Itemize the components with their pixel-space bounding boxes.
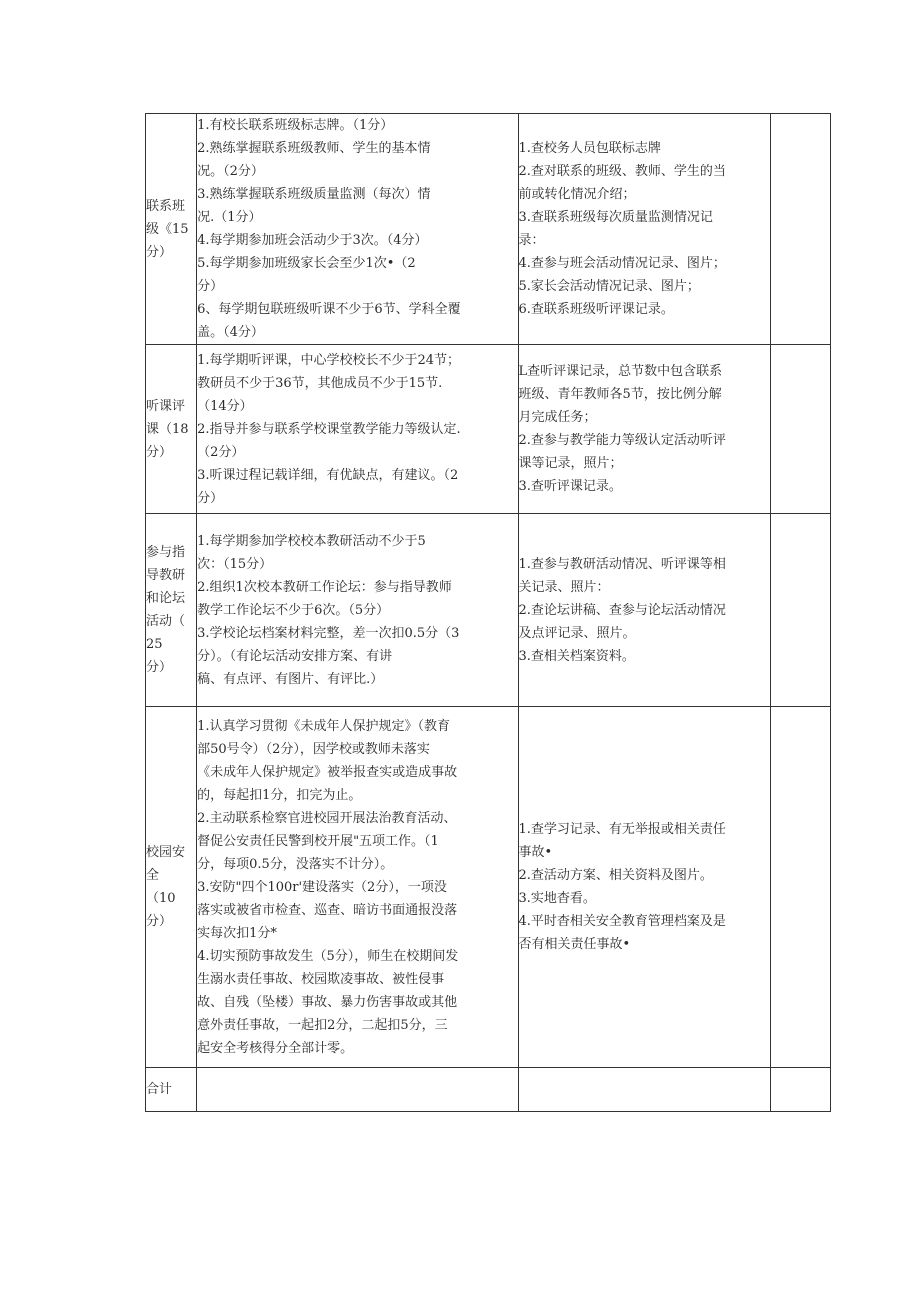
criteria-line: 2.主动联系检察官进校园开展法治教育活动、 (197, 810, 457, 826)
method-line: 3.查相关档案资料。 (518, 648, 635, 664)
item-label-line: 级《15 (146, 221, 189, 237)
criteria-line: （2分） (197, 444, 245, 460)
criteria-line: 2.指导并参与联系学校课堂教学能力等级认定. (197, 421, 461, 437)
criteria-line: 4.每学期参加班会活动少于3次。（4分） (197, 233, 428, 248)
method-line: 2.查活动方案、相关资料及图片。 (518, 868, 713, 883)
score-cell (770, 707, 830, 1068)
total-label: 合计 (146, 1068, 197, 1112)
score-cell (770, 345, 830, 514)
item-label-line: 和论坛 (146, 591, 186, 606)
table-row (146, 707, 831, 1068)
criteria-line: 落实或被省市检查、巡查、暗访书面通报没落 (197, 902, 458, 918)
criteria-line: 起安全考核得分全部计零。 (197, 1040, 354, 1056)
method-line: 事故• (518, 845, 553, 860)
item-label-line: 导教研 (146, 568, 186, 583)
method-line: 1.查校务人员包联标志牌 (518, 141, 661, 156)
total-score-cell (770, 1068, 830, 1112)
criteria-line: 生溺水责任事故、校园欺凌事故、被性侵事 (197, 971, 445, 987)
criteria-cell (197, 514, 518, 707)
method-cell (518, 114, 770, 345)
method-line: 及点评记录、照片。 (518, 625, 636, 641)
criteria-line: 实每次扣1分* (197, 925, 277, 941)
criteria-line: 3.安防"四个100r'建设落实（2分），一项没 (197, 879, 447, 895)
criteria-line: 分）。（有论坛活动安排方案、有讲 (197, 648, 393, 664)
criteria-line: 次：（15分） (197, 556, 273, 572)
method-line: 1.查参与教研活动情况、听评课等相 (518, 556, 726, 572)
item-label-line: 分） (146, 914, 173, 929)
criteria-cell (197, 114, 518, 345)
criteria-line: 4.切实预防事故发生（5分），师生在校期间发 (197, 948, 459, 964)
criteria-line: 5.每学期参加班级家长会至少1次•（2 (197, 256, 416, 271)
criteria-cell (197, 707, 518, 1068)
criteria-line: 分） (197, 490, 224, 506)
item-label (146, 514, 197, 707)
table-row (146, 514, 831, 707)
method-cell (518, 345, 770, 514)
score-cell (770, 114, 830, 345)
item-label (146, 707, 197, 1068)
method-line: 3.实地杳看。 (518, 891, 596, 906)
method-line: 4.查参与班会活动情况记录、图片； (518, 256, 726, 271)
method-line: 否有相关责任事故• (518, 937, 631, 952)
criteria-line: 意外责任事故，一起扣2分，二起扣5分，三 (197, 1017, 448, 1033)
score-cell (770, 514, 830, 707)
item-label-line: 联系班 (146, 198, 186, 214)
criteria-line: 1.认真学习贯彻《未成年人保护规定》（教育 (197, 718, 450, 734)
method-line: L查听评课记录，总节数中包含联系 (518, 364, 723, 379)
method-line: 1.查学习记录、有无举报或相关责任 (518, 822, 726, 837)
criteria-line: 督促公安责任民警到校开展"五项工作。（1 (197, 833, 439, 849)
item-label-lines (146, 395, 196, 464)
method-line: 3.查联系班级每次质量监测情况记 (518, 210, 713, 225)
criteria-line: 6、每学期包联班级听课不少于6节、学科全覆 (197, 302, 461, 317)
total-criteria-cell (197, 1068, 518, 1112)
method-line: 月完成任务； (518, 410, 597, 425)
criteria-line: 况.（1分） (197, 210, 262, 225)
method-line: 课等记录，照片； (518, 456, 623, 471)
method-line: 3.查听评课记录。 (518, 479, 622, 494)
method-line: 5.家长会活动情况记录、图片； (518, 279, 700, 294)
item-label (146, 345, 197, 514)
criteria-line: 1.有校长联系班级标志牌。（1分） (197, 118, 394, 133)
criteria-line: 盖。（4分） (197, 325, 264, 340)
evaluation-table (145, 113, 831, 1112)
criteria-line: 1.每学期听评课，中心学校校长不少于24节； (197, 352, 461, 368)
total-method-cell (518, 1068, 770, 1112)
criteria-cell (197, 345, 518, 514)
criteria-line: 分） (197, 279, 224, 294)
method-line: 关记录、照片： (518, 579, 610, 595)
item-label-lines (146, 195, 196, 264)
item-label-line: 活动（ (146, 614, 186, 629)
criteria-line: 部50号令）（2分），因学校或教师未落实 (197, 741, 430, 757)
criteria-line: 况。（2分） (197, 164, 264, 179)
total-row (146, 1068, 831, 1112)
item-label-line: 参与指 (146, 545, 186, 560)
item-label-line: 听课评 (146, 398, 186, 414)
item-label-line: 全 (146, 868, 160, 883)
method-line: 2.查参与教学能力等级认定活动听评 (518, 433, 726, 448)
item-label-line: 分） (146, 244, 173, 260)
item-label-line: （10 (146, 891, 176, 906)
method-line: 录： (518, 233, 545, 248)
item-label-lines (146, 541, 196, 679)
criteria-line: 分，每项0.5分，没落实不计分）。 (197, 856, 394, 872)
item-label-line: 分） (146, 444, 173, 460)
method-line: 6.查联系班级听评课记录。 (518, 302, 674, 317)
criteria-line: 3.学校论坛档案材料完整，差一次扣0.5分（3 (197, 625, 460, 641)
criteria-line: 1.每学期参加学校校本教研活动不少于5 (197, 533, 426, 549)
item-label-line: 课（18 (146, 421, 189, 437)
criteria-line: 2.熟练掌握联系班级教师、学生的基本情 (197, 141, 431, 156)
criteria-line: 故、自残（坠楼）事故、暴力伤害事故或其他 (197, 994, 458, 1010)
criteria-line: 教学工作论坛不少于6次。（5分） (197, 602, 390, 618)
item-label (146, 114, 197, 345)
criteria-line: 3.听课过程记载详细，有优缺点，有建议。（2 (197, 467, 459, 483)
item-label-line: 校园安 (146, 845, 186, 860)
table-row (146, 114, 831, 345)
method-line: 前或转化情况介绍； (518, 187, 636, 202)
criteria-line: 稿、有点评、有图片、有评比.） (197, 671, 384, 687)
criteria-line: 《未成年人保护规定》被举报查实或造成事故 (197, 764, 458, 780)
method-cell (518, 514, 770, 707)
method-line: 2.查对联系的班级、教师、学生的当 (518, 164, 726, 179)
method-line: 班级、青年教师各5节，按比例分解 (518, 387, 722, 402)
item-label-line: 25 (146, 637, 163, 652)
item-label-lines (146, 841, 196, 933)
item-label-line: 分） (146, 660, 173, 675)
criteria-line: 教研员不少于36节，其他成员不少于15节. (197, 375, 443, 391)
criteria-line: 3.熟练掌握联系班级质量监测（每次）情 (197, 187, 431, 202)
table-row (146, 345, 831, 514)
criteria-line: （14分） (197, 398, 253, 414)
criteria-line: 的，每起扣1分，扣完为止。 (197, 787, 362, 803)
method-line: 2.查论坛讲稿、查参与论坛活动情况 (518, 602, 726, 618)
method-cell (518, 707, 770, 1068)
criteria-line: 2.组织1次校本教研工作论坛：参与指导教师 (197, 579, 452, 595)
method-line: 4.平时杳相关安全教育管理档案及是 (518, 914, 726, 929)
